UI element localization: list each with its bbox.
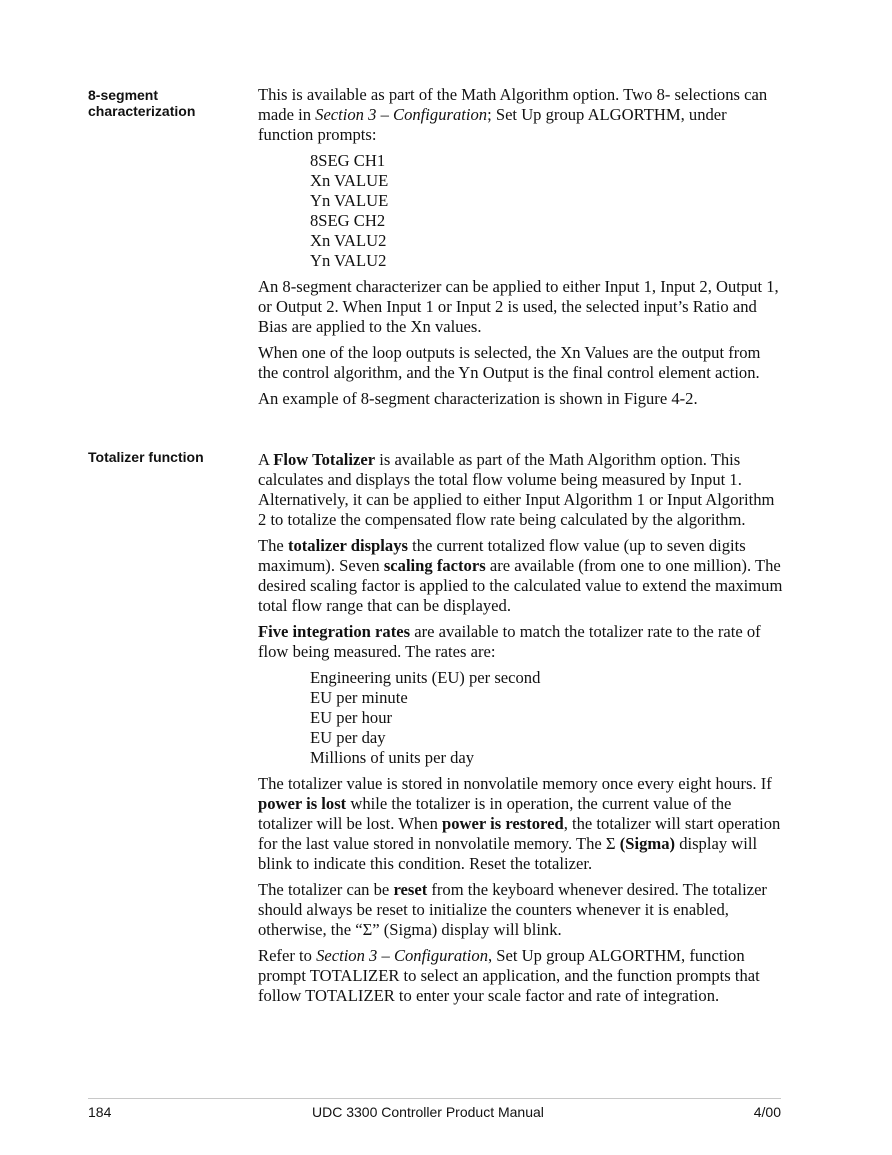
paragraph: When one of the loop outputs is selected, the Xn Values are the output from the control algorithm, and the Yn Output is the final control element action.: [258, 343, 761, 382]
function-prompt-list: [310, 151, 783, 271]
section-reference: Section 3 – Configuration: [315, 105, 488, 124]
paragraph: The totalizer displays the current totalized flow value (up to seven digits maximum). Seven scaling factors are available (from one to one million). The desired scaling factor is applied to the calculated value to extend the maximum total flow range that can be displayed.: [258, 536, 783, 615]
paragraph: The totalizer value is stored in nonvolatile memory once every eight hours. If power is lost while the totalizer is in operation, the current value of the totalizer will be lost. When power is restored, the totalizer will start operation for the last value stored in nonvolatile memory. The Σ (Sigma) display will blink to indicate this condition. Reset the totalizer.: [258, 774, 781, 873]
heading-line: Totalizer function: [88, 449, 204, 465]
integration-rate: Millions of units per day: [310, 748, 475, 767]
heading-line: characterization: [88, 103, 196, 119]
section-heading-totalizer: [88, 449, 238, 465]
integration-rate: EU per hour: [310, 708, 393, 727]
paragraph: This is available as part of the Math Algorithm option. Two 8- selections can made in Section 3 – Configuration; Set Up group ALGORTHM, under function prompts:: [258, 85, 768, 144]
paragraph: An 8-segment characterizer can be applied to either Input 1, Input 2, Output 1, or Output 2. When Input 1 or Input 2 is used, the selected input’s Ratio and Bias are applied to the Xn values.: [258, 277, 779, 336]
manual-title: UDC 3300 Controller Product Manual: [312, 1104, 544, 1120]
integration-rate: EU per minute: [310, 688, 408, 707]
integration-rate-list: [310, 668, 783, 768]
page-number: 184: [88, 1104, 112, 1120]
function-prompt: Yn VALU2: [310, 251, 387, 270]
function-prompt: Xn VALU2: [310, 231, 387, 250]
paragraph: The totalizer can be reset from the keyboard whenever desired. The totalizer should always be reset to initialize the counters whenever it is enabled, otherwise, the “Σ” (Sigma) display will blink.: [258, 880, 767, 939]
function-prompt: Xn VALUE: [310, 171, 389, 190]
section-body-8-segment: [258, 85, 783, 415]
revision-date: 4/00: [753, 1104, 781, 1120]
paragraph: An example of 8-segment characterization is shown in Figure 4-2.: [258, 389, 698, 408]
function-prompt: 8SEG CH1: [310, 151, 386, 170]
paragraph: A Flow Totalizer is available as part of the Math Algorithm option. This calculates and displays the total flow volume being measured by Input 1. Alternatively, it can be applied to either Input Algorithm 1 or Input Algorithm 2 to totalize the compensated flow rate being calculated by the algorithm.: [258, 450, 775, 529]
heading-line: 8-segment: [88, 87, 159, 103]
section-body-totalizer: [258, 450, 783, 1012]
function-prompt: 8SEG CH2: [310, 211, 386, 230]
section-reference: Section 3 – Configuration: [316, 946, 488, 965]
integration-rate: Engineering units (EU) per second: [310, 668, 541, 687]
paragraph: Refer to Section 3 – Configuration, Set Up group ALGORTHM, function prompt TOTALIZER to select an application, and the function prompts that follow TOTALIZER to enter your scale factor and rate of integration.: [258, 946, 760, 1005]
footer-divider: [88, 1098, 781, 1099]
paragraph: Five integration rates are available to match the totalizer rate to the rate of flow being measured. The rates are:: [258, 622, 761, 661]
function-prompt: Yn VALUE: [310, 191, 389, 210]
section-heading-8-segment: [88, 87, 238, 119]
integration-rate: EU per day: [310, 728, 386, 747]
